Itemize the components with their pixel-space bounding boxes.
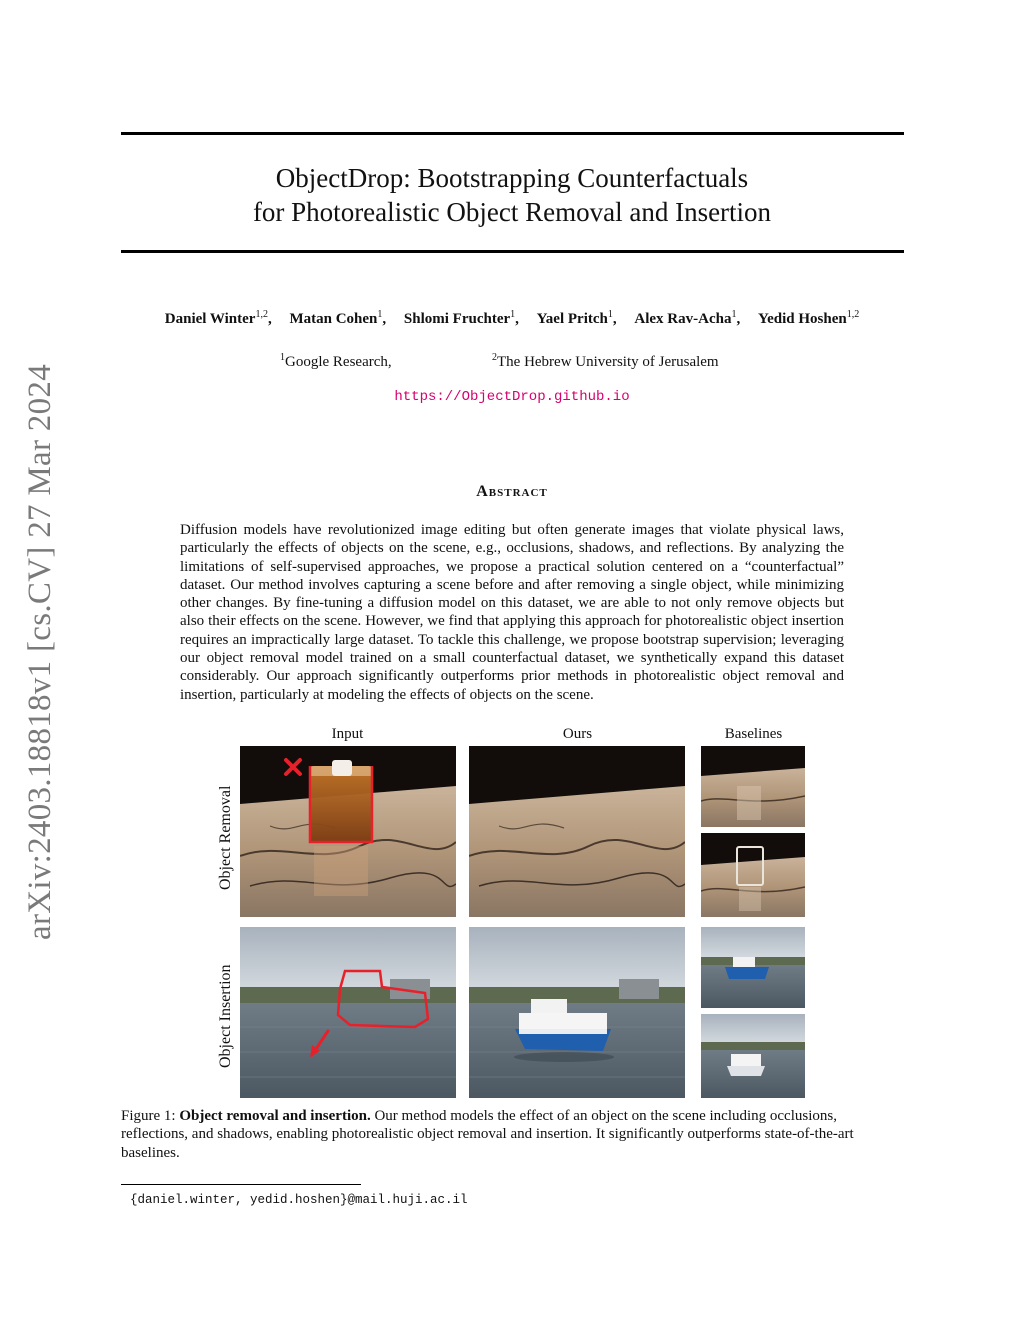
figure-caption: Figure 1: Object removal and insertion. Our method models the effect of an object on the scene including occlusions, reflections, and shadows, enabling photorealistic object removal and insertion. It significantly outperforms state-of-the-art baselines. [121,1108,854,1161]
abstract-heading: Abstract [476,483,548,500]
removal-baseline-2-image [701,833,805,917]
author: Yedid Hoshen$^{1,2}$ [757,309,860,327]
column-header-ours: Ours [562,726,593,742]
paper-title-line1: ObjectDrop: Bootstrapping Counterfactuals [275,163,749,193]
project-url-link[interactable]: https://ObjectDrop.github.io [394,389,630,405]
insertion-baseline-1-image [701,927,805,1008]
insertion-ours-image [469,927,685,1098]
paper-title-line2: for Photorealistic Object Removal and Insertion [252,197,772,227]
author: Shlomi Fruchter$^1$, [403,309,519,327]
author: Alex Rav-Acha$^1$, [634,309,741,327]
author-list [0,309,1024,328]
abstract-text: Diffusion models have revolutionized image editing but often generate images that violate physical laws, particularly the effects of objects on the scene, e.g., occlusions, shadows, and reflections. By analyzing the limitations of self-supervised approaches, we propose a practical solution centered on a “counterfactual” dataset. Our method involves capturing a scene before and after removing a single object, while minimizing other changes. By fine-tuning a diffusion model on this dataset, we are able to not only remove objects but also their effects on the scene. However, we find that applying this approach for photorealistic object insertion requires an impractically large dataset. To tackle this challenge, we propose bootstrap supervision; leveraging our object removal model trained on a small counterfactual dataset, we synthetically expand this dataset considerably. Our approach significantly outperforms prior methods in photorealistic object removal and insertion, particularly at modeling the effects of objects on the scene. [180,522,844,703]
footnote-rule [121,1184,361,1185]
column-header-input: Input [331,726,364,742]
column-header-baselines: Baselines [724,726,783,742]
arxiv-identifier: arXiv:2403.18818v1 [cs.CV] 27 Mar 2024 [22,364,58,940]
removal-baseline-1-image [701,746,805,827]
insertion-input-image [240,927,456,1098]
row-label-insertion: Object Insertion [217,964,234,1068]
footnote-email: {daniel.winter, yedid.hoshen}@mail.huji.ac.il [130,1193,468,1207]
removal-ours-image [469,746,685,917]
row-label-removal: Object Removal [217,785,234,890]
affiliation-1: $^1$Google Research, [280,352,392,370]
title-bottom-rule [121,250,904,253]
author: Matan Cohen$^1$, [289,309,387,327]
removal-input-image [240,746,456,917]
author: Daniel Winter$^{1,2}$, [164,309,272,327]
affiliation-2: $^2$The Hebrew University of Jerusalem [492,352,719,370]
author: Yael Pritch$^1$, [536,309,617,327]
insertion-baseline-2-image [701,1014,805,1098]
title-top-rule [121,132,904,135]
